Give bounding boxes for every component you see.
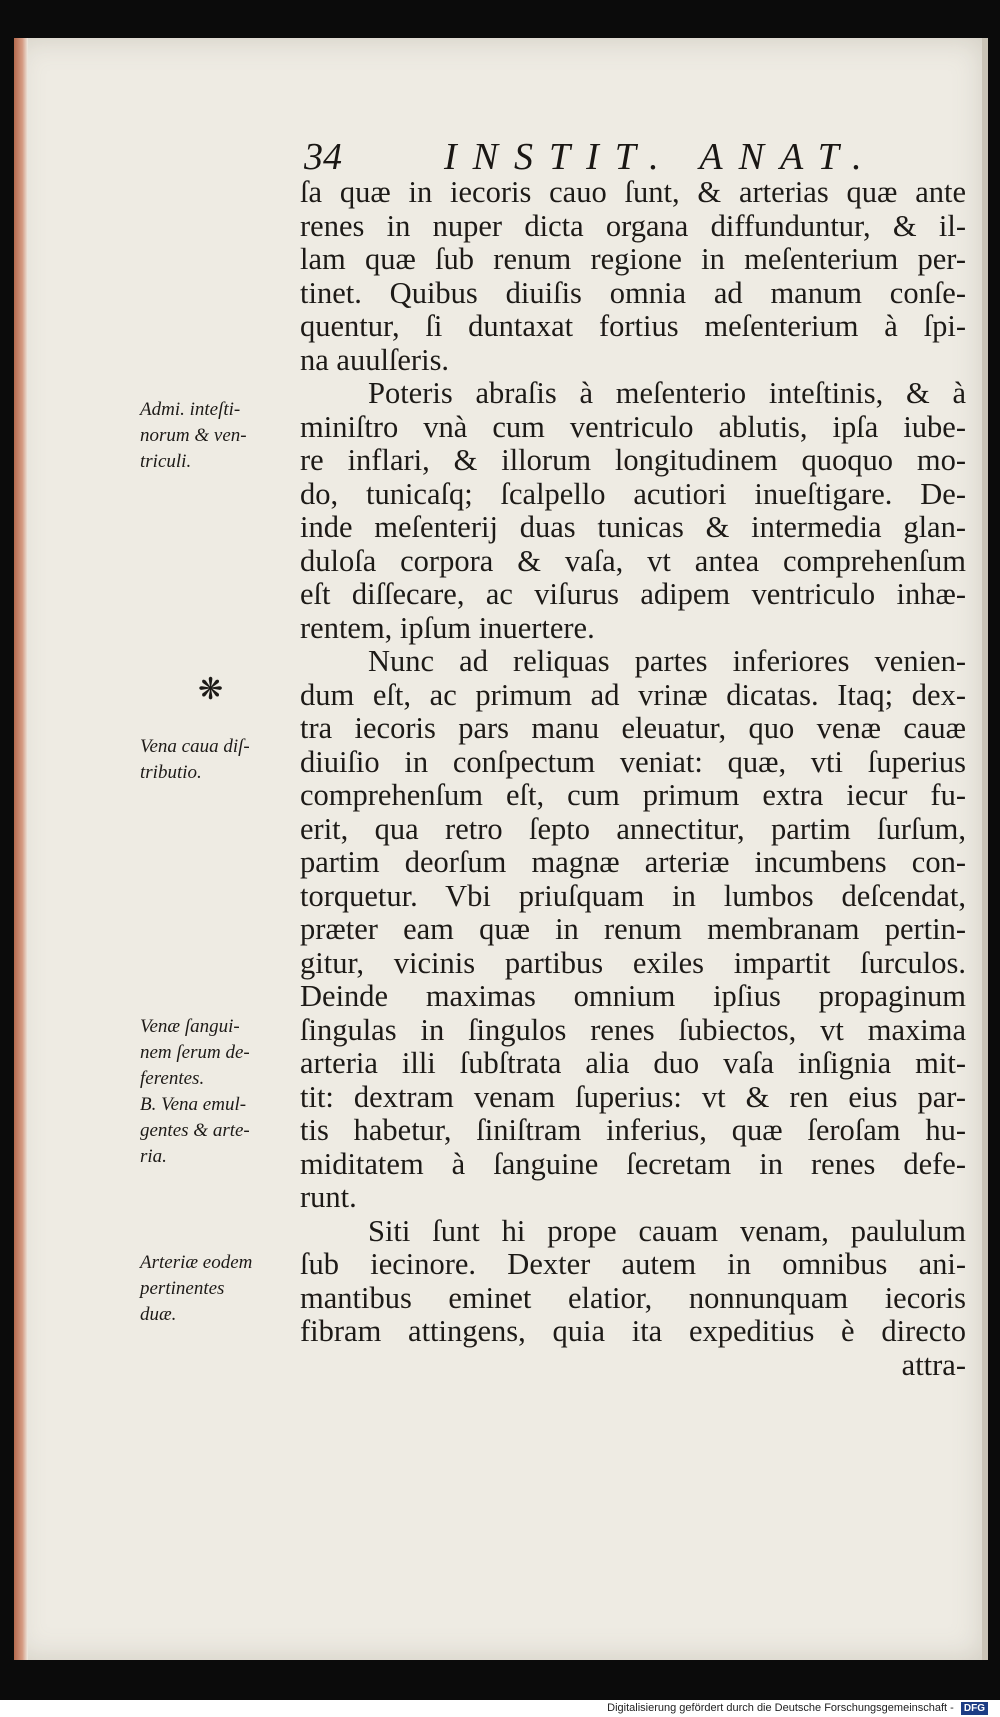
text-line: inde meſenterij duas tunicas & intermedia glan- xyxy=(300,510,966,544)
margin-note-line: ferentes. xyxy=(140,1068,205,1089)
text-line: comprehenſum eſt, cum primum extra iecur fu- xyxy=(300,778,966,812)
text-line: torquetur. Vbi priuſquam in lumbos deſcendat, xyxy=(300,878,966,913)
text-line: gitur, vicinis partibus exiles impartit ſurculos. xyxy=(300,945,966,980)
text-line: na auulſeris. xyxy=(300,342,450,377)
margin-note-line: Admi. inteſti- xyxy=(140,399,241,420)
text-line: dum eſt, ac primum ad vrinæ dicatas. Itaq; dex- xyxy=(300,677,966,712)
text-line: ſub iecinore. Dexter autem in omnibus ani- xyxy=(300,1247,966,1281)
text-line: re inflari, & illorum longitudinem quoquo mo- xyxy=(300,443,966,477)
text-line: ſa quæ in iecoris cauo ſunt, & arterias quæ ante xyxy=(300,175,966,209)
text-line: erit, qua retro ſepto annectitur, partim ſurſum, xyxy=(300,811,966,846)
margin-note-line: norum & ven- xyxy=(140,425,247,446)
text-line: lam quæ ſub renum regione in meſenterium per- xyxy=(300,242,966,276)
asterisk-ornament: ❋ xyxy=(198,673,224,706)
margin-note-serum-veins xyxy=(140,1014,300,1092)
margin-note-line: triculi. xyxy=(140,451,192,472)
margin-note-vena-cava xyxy=(140,734,300,786)
text-line: rentem, ipſum inuertere. xyxy=(300,610,595,645)
text-line: tinet. Quibus diuiſis omnia ad manum conſe- xyxy=(300,275,966,310)
running-title: INSTIT. ANAT. xyxy=(444,136,878,178)
text-line: Deinde maximas omnium ipſius propaginum xyxy=(300,979,966,1013)
text-line: fibram attingens, quia ita expeditius è directo xyxy=(300,1314,966,1348)
margin-note-line: tributio. xyxy=(140,762,202,783)
text-line: tit: dextram venam ſuperius: vt & ren eius par- xyxy=(300,1079,966,1114)
margin-note-arteries xyxy=(140,1250,300,1328)
text-line: Poteris abraſis à meſenterio inteſtinis, & à xyxy=(368,376,966,410)
text-line: attra- xyxy=(901,1347,966,1382)
text-line: tra iecoris pars manu eleuatur, quo venæ cauæ xyxy=(300,711,966,745)
margin-note-emulgent xyxy=(140,1092,300,1170)
text-line: mantibus eminet elatior, nonnunquam iecoris xyxy=(300,1280,966,1315)
margin-note-line: gentes & arte- xyxy=(140,1120,250,1141)
text-line: do, tunicaſq; ſcalpello acutiori inueſtigare. De- xyxy=(300,476,966,511)
text-line: tis habetur, ſiniſtram inferius, quæ ſeroſam hu- xyxy=(300,1113,966,1147)
margin-note-line: Arteriæ eodem xyxy=(140,1252,253,1273)
dfg-logo: DFG xyxy=(961,1702,988,1715)
main-text-block xyxy=(300,176,966,1382)
margin-note-intestines xyxy=(140,397,300,475)
text-line: diuiſio in conſpectum veniat: quæ, vti ſuperius xyxy=(300,744,966,779)
text-line: quentur, ſi duntaxat fortius meſenterium à ſpi- xyxy=(300,309,966,343)
margin-note-line: ria. xyxy=(140,1146,167,1167)
credit-text: Digitalisierung gefördert durch die Deutsche Forschungsgemeinschaft - xyxy=(607,1702,954,1714)
text-line: præter eam quæ in renum membranam pertin- xyxy=(300,912,966,946)
margin-note-line: Venæ ſangui- xyxy=(140,1016,240,1037)
text-line: miniſtro vnà cum ventriculo ablutis, ipſa iube- xyxy=(300,409,966,444)
digitization-credit xyxy=(607,1700,988,1717)
margin-note-line: nem ſerum de- xyxy=(140,1042,250,1063)
text-line: renes in nuper dicta organa diffunduntur, & il- xyxy=(300,208,966,243)
text-line: miditatem à ſanguine ſecretam in renes defe- xyxy=(300,1146,966,1181)
text-line: Nunc ad reliquas partes inferiores venien- xyxy=(368,644,966,678)
margin-note-line: duæ. xyxy=(140,1304,177,1325)
page-spine-edge xyxy=(14,38,28,1660)
page-number: 34 xyxy=(304,136,342,178)
text-line: runt. xyxy=(300,1180,357,1214)
margin-note-line: pertinentes xyxy=(140,1278,225,1299)
text-line: partim deorſum magnæ arteriæ incumbens con- xyxy=(300,845,966,879)
text-line: eſt diſſecare, ac viſurus adipem ventriculo inhæ- xyxy=(300,577,966,611)
text-line: Siti ſunt hi prope cauam venam, paululum xyxy=(368,1213,966,1248)
margin-note-line: Vena caua diſ- xyxy=(140,736,250,757)
page-right-edge xyxy=(982,38,988,1660)
text-line: ſingulas in ſingulos renes ſubiectos, vt maxima xyxy=(300,1012,966,1047)
text-line: arteria illi ſubſtrata alia duo vaſa inſignia mit- xyxy=(300,1046,966,1080)
margin-note-line: B. Vena emul- xyxy=(140,1094,247,1115)
text-line: duloſa corpora & vaſa, vt antea comprehenſum xyxy=(300,543,966,578)
